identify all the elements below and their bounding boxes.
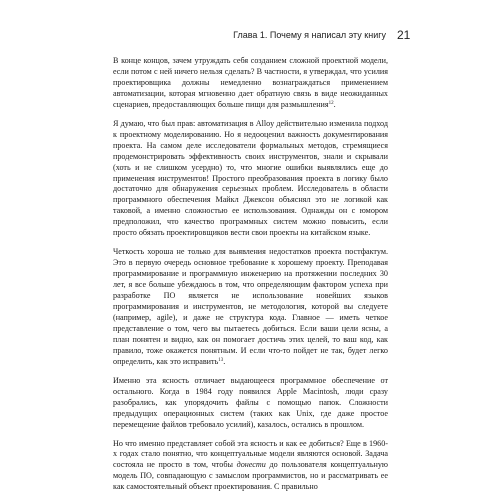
- paragraph: Именно эта ясность отличает выдающееся программное обеспечение от остального. Когда в 1984 году появился Apple Macintosh, люди сразу разобрались, как упорядочить файлы с помощью папок. Сложности предыдущих операционных систем (таких как Unix, где даже простое перемещение файлов требовало усилий), казалось, остались в прошлом.: [113, 375, 388, 429]
- body-text: [113, 56, 388, 501]
- paragraph: Я думаю, что был прав: автоматизация в Alloy действительно изменила подход к проектному моделированию. Но я недооценил важность документирования проекта. На самом деле исследователи формальных методов, стремящиеся продемонстрировать эффективность своих инструментов, знали и скрывали (хоть и не слишком усердно) то, что многие ошибки выявлялись еще до применения инструментов! Простого преобразования проекта в логику было достаточно для обнаружения серьезных проблем. Исследователь в области программного обеспечения Майкл Джексон объяснял это не логикой как таковой, а именно сложностью ее использования. Однажды он с юмором предположил, что качество программных систем можно повысить, если просто обязать проектировщиков вести свои проекты на китайском языке.: [113, 118, 388, 238]
- page-number: 21: [397, 28, 411, 42]
- paragraph: Четкость хороша не только для выявления недостатков проекта постфактум. Это в первую очередь основное требование к хорошему проекту. Преподавая программирование и программную инженерию на протяжении последних 30 лет, я все больше убеждаюсь в том, что определяющим фактором успеха при разработке ПО является не использование новейших языков программирования и инструментов, не методология, которой вы следуете (например, agile), и даже не структура кода. Главное — иметь четкое представление о том, чего вы пытаетесь добиться. Если ваши цели ясны, а план понятен и видно, как он помогает достичь этих целей, то ваш код, как правило, тоже окажется понятным. И если что-то пойдет не так, будет легко определить, как это исправить$^{13}$.: [113, 247, 388, 366]
- running-header: Глава 1. Почему я написал эту книгу: [233, 30, 386, 40]
- footnote-ref[interactable]: 12: [328, 100, 334, 106]
- footnote-ref[interactable]: 13: [218, 357, 224, 363]
- paragraph: В конце концов, зачем утруждать себя созданием сложной проектной модели, если потом с ней ничего нельзя сделать? В частности, я утверждал, что усилия проектировщика должны немедленно вознаграждаться применением автоматизации, которая мгновенно дает обратную связь в виде неожиданных сценариев, предоставляющих больше пищи для размышления$^{12}$.: [113, 56, 388, 109]
- emphasis: донести: [236, 460, 266, 470]
- paragraph: Но что именно представляет собой эта ясность и как ее добиться? Еще в 1960-х годах стало понятно, что концептуальные модели являются основой. Задача состояла не просто в том, чтобы донести до пользователя концептуальную модель ПО, совпадающую с замыслом программистов, но и рассматривать ее как самостоятельный объект проектирования. С правильно: [113, 438, 389, 492]
